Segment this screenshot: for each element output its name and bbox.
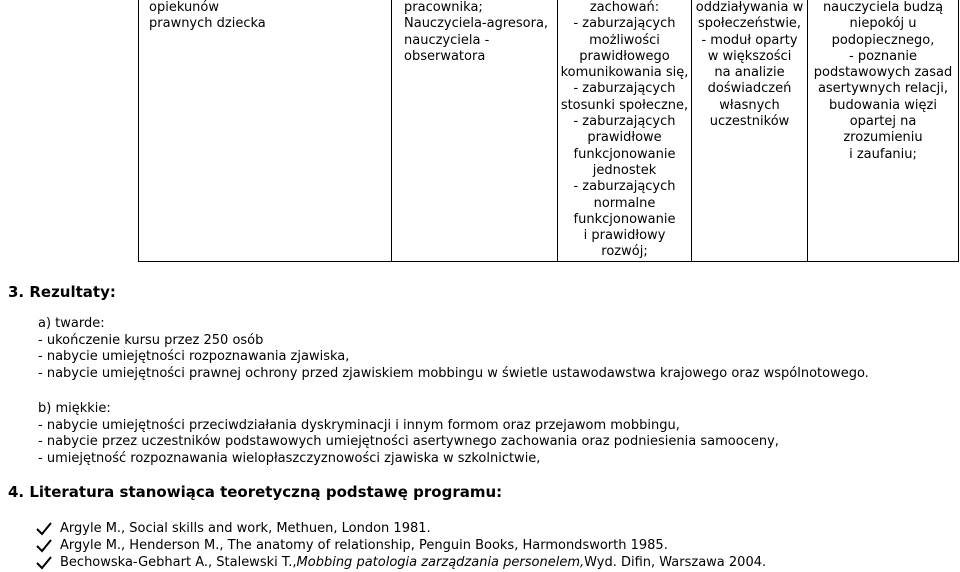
cell-text: zachowań: - zaburzających możliwości prawidłowego komunikowania się, - zaburzających stosunki społeczne, - zaburzających prawidłowe funkcjonowanie jednostek - zaburzających normalne funkcjonowanie i prawidłowy rozwój;	[560, 0, 689, 260]
cell-text: nauczyciela budzą niepokój u podopiecznego, - poznanie podstawowych zasad asertywnych relacji, budowania więzi opartej na zrozumieniu i zaufaniu;	[813, 0, 953, 162]
reference-list	[36, 520, 766, 571]
cell-text: opiekunów prawnych dziecka	[149, 0, 266, 32]
reference-item	[36, 520, 766, 537]
section-3-heading: 3. Rezultaty:	[8, 283, 116, 301]
table-cell-roles	[391, 0, 557, 262]
results-hard-title: a) twarde:	[38, 316, 105, 331]
cell-text: pracownika; Nauczyciela-agresora, nauczyciela - obserwatora	[404, 0, 549, 64]
table-cell-behaviours	[557, 0, 691, 262]
checkmark-icon	[36, 539, 52, 553]
list-item: - nabycie przez uczestników podstawowych umiejętności asertywnego zachowania oraz podniesienia samooceny,	[38, 434, 779, 450]
reference-title-italic: Mobbing patologia zarządzania personelem,	[296, 555, 585, 570]
results-hard	[38, 316, 869, 382]
results-soft	[38, 401, 779, 467]
reference-text: Bechowska-Gebhart A., Stalewski T.,	[60, 555, 297, 570]
reference-publisher: Wyd. Difin, Warszawa 2004.	[584, 555, 767, 570]
section-4-heading: 4. Literatura stanowiąca teoretyczną podstawę programu:	[8, 483, 503, 501]
table-cell-audience	[138, 0, 391, 262]
table-cell-goals	[807, 0, 959, 262]
reference-text: Argyle M., Henderson M., The anatomy of relationship, Penguin Books, Harmondsworth 1985.	[60, 538, 668, 553]
program-table	[0, 0, 960, 264]
checkmark-icon	[36, 556, 52, 570]
results-soft-title: b) miękkie:	[38, 401, 111, 416]
list-item: - nabycie umiejętności prawnej ochrony przed zjawiskiem mobbingu w świetle ustawodawstwa krajowego oraz wspólnotowego.	[38, 365, 869, 381]
cell-text: oddziaływania w społeczeństwie, - moduł oparty w większości na analizie doświadczeń własnych uczestników	[695, 0, 804, 130]
reference-item	[36, 537, 766, 554]
reference-item	[36, 554, 766, 571]
checkmark-icon	[36, 522, 52, 536]
list-item: - nabycie umiejętności przeciwdziałania dyskryminacji i innym formom oraz przejawom mobbingu,	[38, 417, 680, 433]
list-item: - nabycie umiejętności rozpoznawania zjawiska,	[38, 349, 350, 365]
list-item: - ukończenie kursu przez 250 osób	[38, 332, 264, 348]
reference-text: Argyle M., Social skills and work, Methuen, London 1981.	[60, 521, 431, 536]
table-cell-module	[691, 0, 807, 262]
list-item: - umiejętność rozpoznawania wielopłaszczyznowości zjawiska w szkolnictwie,	[38, 450, 541, 466]
